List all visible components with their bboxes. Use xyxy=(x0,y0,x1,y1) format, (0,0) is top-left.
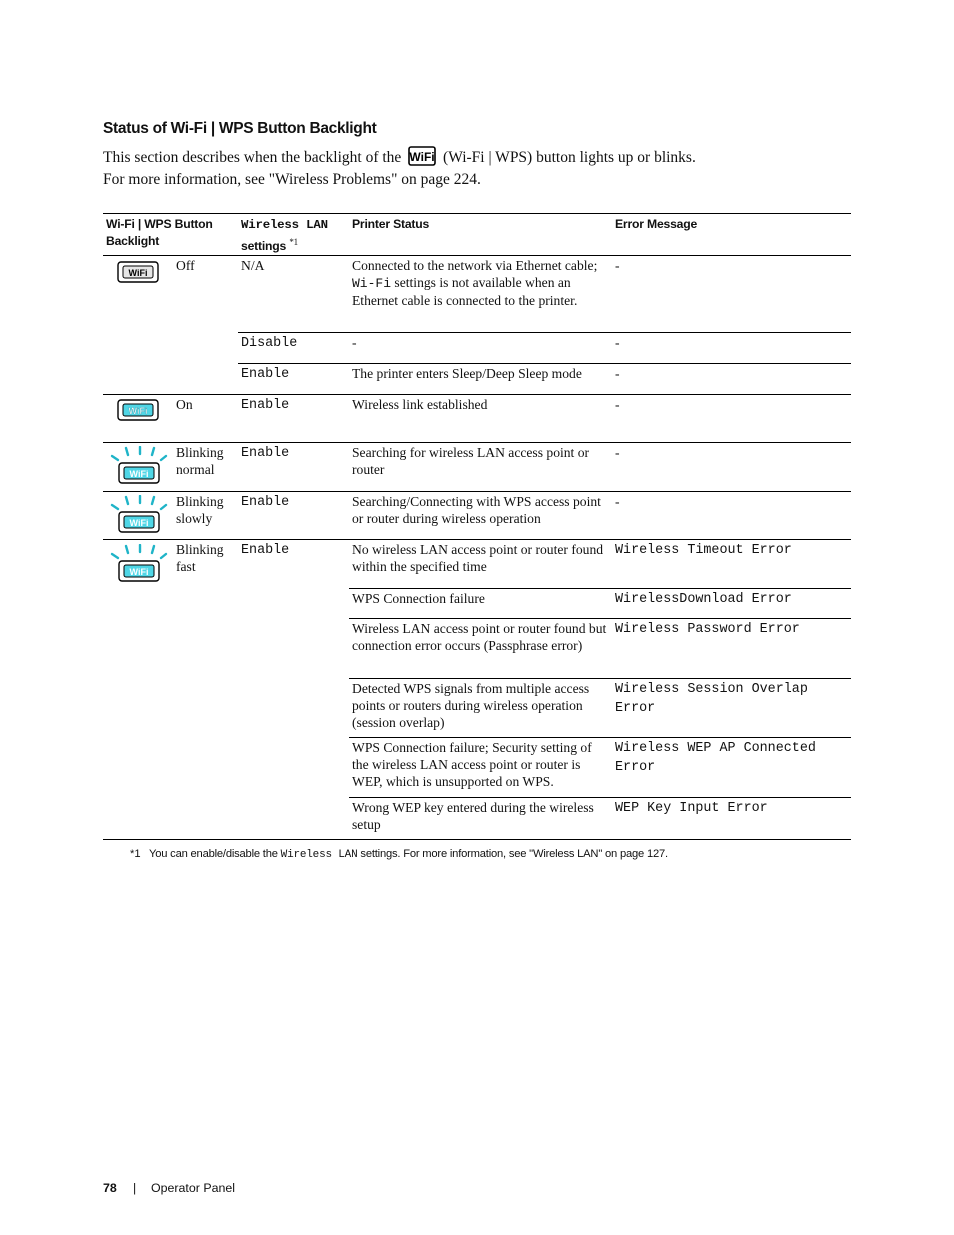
header-printer-status: Printer Status xyxy=(352,217,430,231)
footnote-post: settings. For more information, see "Wireless LAN" on page 127. xyxy=(360,848,668,860)
intro-after-icon: (Wi-Fi | WPS) button lights up or blinks. xyxy=(443,149,696,167)
row-error-4: - xyxy=(615,445,620,460)
row-error-10: Wireless WEP AP Connected Error xyxy=(615,741,816,775)
wifi-backlight-blinking-normal-icon xyxy=(108,446,170,491)
row-status-8: Wireless LAN access point or router found but connection error occurs (Passphrase error) xyxy=(352,621,607,653)
row-status-1: - xyxy=(352,335,357,350)
footer-section-title: Operator Panel xyxy=(151,1181,236,1195)
svg-text:WiFi: WiFi xyxy=(128,268,148,278)
row-setting-enable-3: Enable xyxy=(241,398,290,413)
status-ethernet-code: Wi-Fi xyxy=(352,276,392,291)
wifi-icon-label: WiFi xyxy=(409,150,435,164)
wifi-backlight-blinking-fast-icon xyxy=(108,544,170,589)
wifi-backlight-on-icon xyxy=(117,399,159,426)
intro-before-icon: This section describes when the backlight of the xyxy=(103,149,402,167)
row-error-7: WirelessDownload Error xyxy=(615,592,792,607)
row-error-0: - xyxy=(615,258,620,273)
header-settings xyxy=(241,216,349,255)
footnote-pre: You can enable/disable the xyxy=(149,848,278,860)
row-status-ethernet xyxy=(352,257,610,309)
svg-text:WiFi: WiFi xyxy=(129,567,149,577)
row-status-5: Searching/Connecting with WPS access point or router during wireless operation xyxy=(352,494,601,526)
row-status-2: The printer enters Sleep/Deep Sleep mode xyxy=(352,366,582,381)
footnote-marker: *1 xyxy=(130,848,141,860)
header-settings-code: Wireless LAN xyxy=(241,218,328,232)
row-state-on: On xyxy=(176,397,193,412)
row-status-7: WPS Connection failure xyxy=(352,591,485,606)
header-error-message: Error Message xyxy=(615,217,698,231)
svg-text:WiFi: WiFi xyxy=(129,518,149,528)
footer-separator: | xyxy=(133,1181,137,1195)
intro-paragraph xyxy=(103,146,696,171)
header-backlight: Wi-Fi | WPS Button Backlight xyxy=(106,217,213,248)
header-settings-text: settings xyxy=(241,239,287,254)
wifi-button-icon xyxy=(408,146,436,171)
row-error-3: - xyxy=(615,397,620,412)
row-status-6: No wireless LAN access point or router found within the specified time xyxy=(352,542,604,574)
wifi-backlight-blinking-slowly-icon xyxy=(108,495,170,540)
more-info-text: For more information, see "Wireless Problems" on page 224. xyxy=(103,171,481,188)
row-status-4: Searching for wireless LAN access point or router xyxy=(352,445,590,477)
row-status-9: Detected WPS signals from multiple access points or routers during wireless operation (session overlap) xyxy=(352,681,590,730)
svg-text:WiFi: WiFi xyxy=(128,406,148,416)
row-setting-enable-6: Enable xyxy=(241,543,290,558)
row-state-blinking-normal: Blinking normal xyxy=(176,445,224,477)
row-error-6: Wireless Timeout Error xyxy=(615,543,792,558)
page-number: 78 xyxy=(103,1181,117,1195)
row-status-10: WPS Connection failure; Security setting of the wireless LAN access point or router is WEP, which is unsupported on WPS. xyxy=(352,740,592,789)
row-error-1: - xyxy=(615,335,620,350)
status-ethernet-post: settings is not available when an Ethernet cable is connected to the printer. xyxy=(352,275,578,308)
row-error-2: - xyxy=(615,366,620,381)
header-settings-sup: *1 xyxy=(289,237,298,247)
row-setting-enable-4: Enable xyxy=(241,446,290,461)
row-status-11: Wrong WEP key entered during the wireless setup xyxy=(352,800,594,832)
row-setting-disable: Disable xyxy=(241,336,298,351)
row-status-3: Wireless link established xyxy=(352,397,488,412)
row-state-blinking-slowly: Blinking slowly xyxy=(176,494,224,526)
row-error-8: Wireless Password Error xyxy=(615,622,800,637)
backlight-status-table xyxy=(103,213,851,843)
footnote-code: Wireless LAN xyxy=(280,849,358,861)
section-heading: Status of Wi-Fi | WPS Button Backlight xyxy=(103,120,377,137)
status-ethernet-pre: Connected to the network via Ethernet cable; xyxy=(352,258,598,273)
row-state-blinking-fast: Blinking fast xyxy=(176,542,224,574)
row-error-5: - xyxy=(615,494,620,509)
row-setting-enable-2: Enable xyxy=(241,367,290,382)
row-error-11: WEP Key Input Error xyxy=(615,801,768,816)
row-state-off: Off xyxy=(176,258,195,273)
row-error-9: Wireless Session Overlap Error xyxy=(615,682,808,716)
row-setting-enable-5: Enable xyxy=(241,495,290,510)
row-setting-na: N/A xyxy=(241,258,265,273)
wifi-backlight-off-icon xyxy=(117,261,159,288)
svg-text:WiFi: WiFi xyxy=(129,469,149,479)
